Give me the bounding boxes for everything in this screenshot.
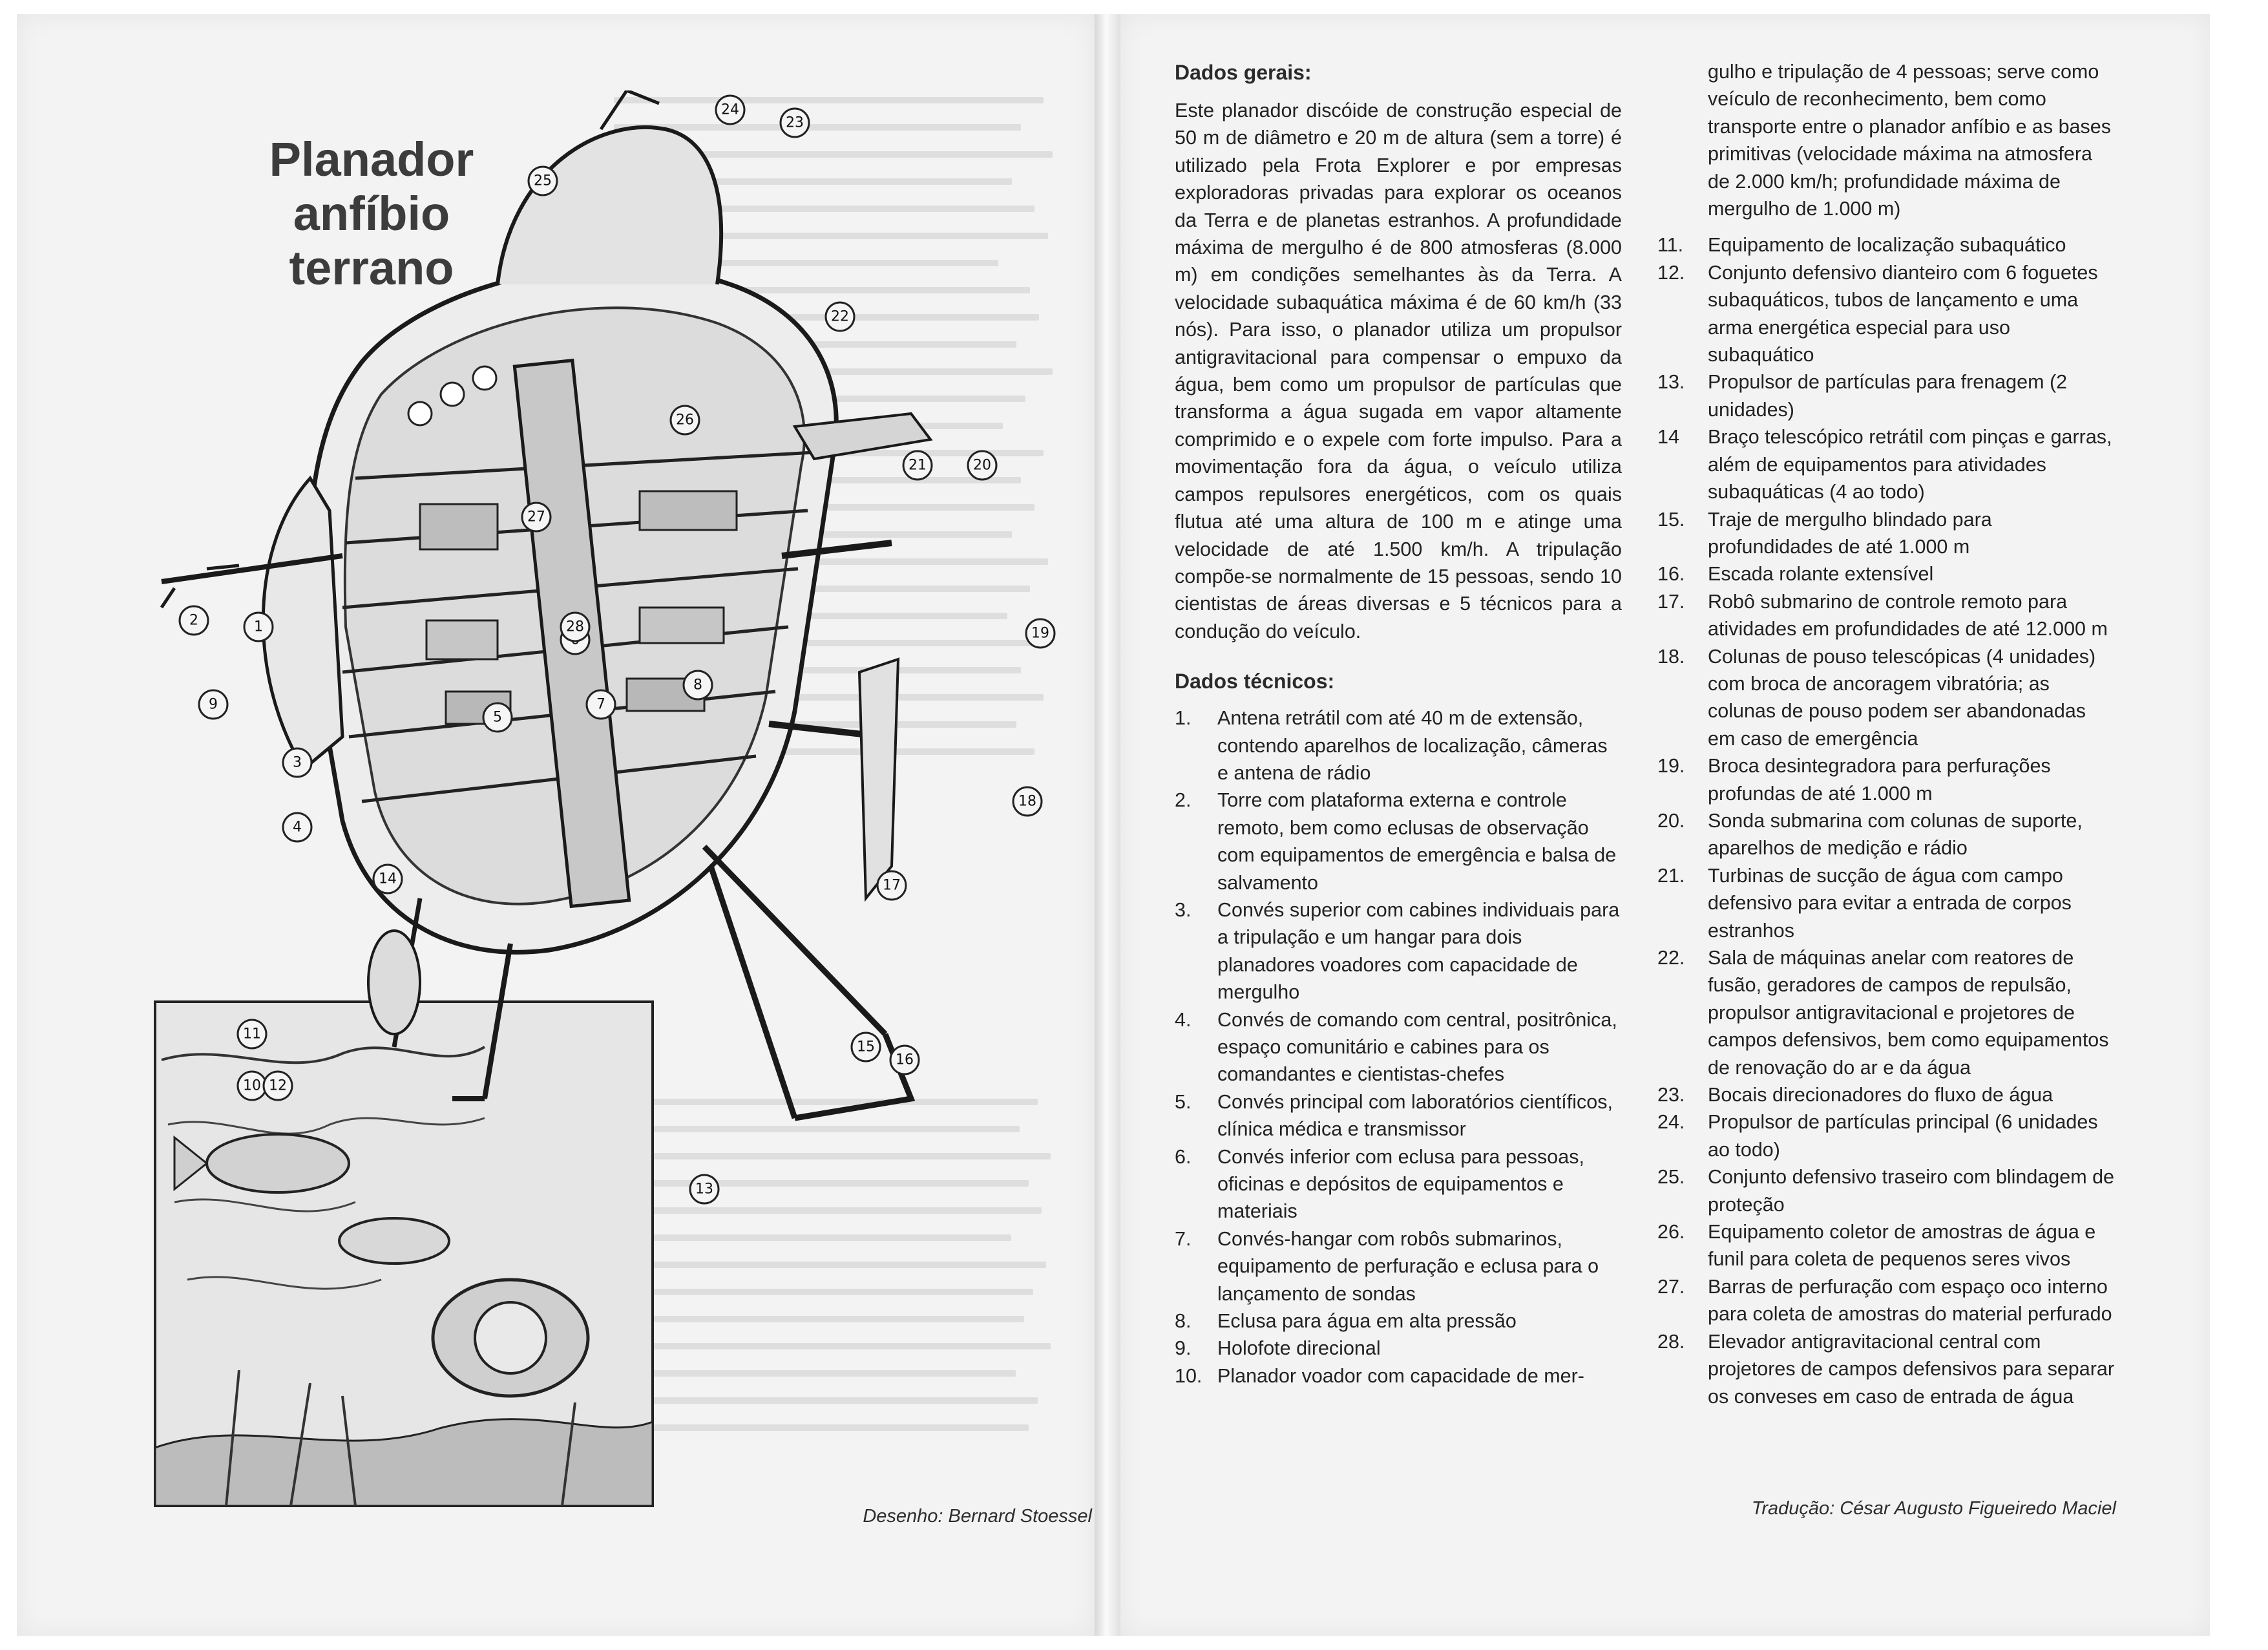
list-item: 19. Broca desintegradora para perfurações profundas de até 1.000 m [1657,755,2051,805]
callout-15 [852,1033,880,1061]
svg-text:22: 22 [831,308,849,325]
list-item: 14 Braço telescópico retrátil com pinças e garras, além de equipamentos para atividades subaquáticas (4 ao todo) [1657,426,2112,503]
list-item: 9. Holofote direcional [1175,1337,1381,1360]
technical-list-col1 [1175,704,1622,1390]
callout-22 [826,302,854,331]
svg-text:13: 13 [695,1181,713,1198]
svg-text:23: 23 [786,114,804,131]
list-item: 3. Convés superior com cabines individuais para a tripulação e um hangar para dois planadores voadores com capacidade de mergulho [1175,898,1620,1004]
svg-text:27: 27 [527,509,545,525]
list-item: 12. Conjunto defensivo dianteiro com 6 foguetes subaquáticos, tubos de lançamento e uma arma energética especial para uso subaquático [1657,261,2098,366]
svg-text:7: 7 [596,696,605,713]
svg-text:10: 10 [243,1077,261,1094]
callout-20 [968,451,996,480]
list-item: 26. Equipamento coletor de amostras de água e funil para coleta de pequenos seres vivos [1657,1221,2096,1271]
svg-text:8: 8 [693,677,702,693]
callout-10 [238,1072,266,1100]
list-item: 25. Conjunto defensivo traseiro com blindagem de proteção [1657,1166,2115,1216]
list-item: 16. Escada rolante extensível [1657,563,1934,586]
underwater-inset [155,1002,653,1506]
svg-text:25: 25 [534,173,552,189]
general-data-paragraph: Este planador discóide de construção especial de 50 m de diâmetro e 20 m de altura (sem a torre) é utilizado pela Frota Explorer e por empresas exploradoras privadas para explorar os oceanos da Terra e de planetas estranhos. A profundidade máxima de mergulho é de 800 atmosferas (8.000 m) em condições semelhantes às da Terra. A velocidade subaquática máxima é de 60 km/h (33 nós). Para isso, o planador utiliza um propulsor antigravitacional para compensar o empuxo da água, bem como um propulsor de partículas que transforma a água sugada em vapor altamente comprimido e o expele com forte impulso. Para a movimentação fora da água, o veículo utiliza campos repulsores energéticos, com os quais flutua até uma altura de 100 m e atinge uma velocidade de até 1.500 km/h. A tripulação compõe-se normalmente de 15 pessoas, sendo 10 cientistas de áreas diversas e 5 técnicos para a condução do veículo. [1175,100,1622,642]
callout-9 [199,690,227,719]
technical-data-heading: Dados técnicos: [1175,670,1335,693]
list-item: 2. Torre com plataforma externa e controle remoto, bem como eclusas de observação com equipamentos de emergência e balsa de salvamento [1175,789,1617,894]
list-item: 23. Bocais direcionadores do fluxo de água [1657,1084,2053,1106]
callout-16 [890,1046,919,1074]
svg-text:14: 14 [379,871,397,887]
svg-text:16: 16 [896,1052,914,1068]
list-item: 20. Sonda submarina com colunas de suporte, aparelhos de medição e rádio [1657,809,2083,860]
svg-text:11: 11 [243,1026,261,1042]
list-item: 27. Barras de perfuração com espaço oco interno para coleta de amostras do material perfurado [1657,1275,2112,1326]
callout-18 [1013,787,1042,816]
callout-2 [180,606,208,635]
callout-19 [1026,619,1055,648]
title-line-1: Planador [269,132,474,186]
list-item: 21. Turbinas de sucção de água com campo defensivo para evitar a entrada de corpos estranhos [1657,864,2072,942]
svg-text:20: 20 [973,457,991,474]
callout-7 [587,690,615,719]
list-item: 11. Equipamento de localização subaquático [1657,234,2066,257]
svg-text:9: 9 [209,696,218,713]
callout-28 [561,613,589,641]
callout-24 [716,96,744,124]
item-10-continuation: gulho e tripulação de 4 pessoas; serve como veículo de reconhecimento, bem como transporte entre o planador anfíbio e as bases primitivas (velocidade máxima na atmosfera de 2.000 km/h; profundidade máxima de mergulho de 1.000 m) [1708,61,2111,220]
callout-5 [483,703,512,732]
svg-text:18: 18 [1018,793,1036,810]
svg-text:15: 15 [857,1039,875,1055]
svg-text:1: 1 [254,619,263,635]
list-item: 24. Propulsor de partículas principal (6 unidades ao todo) [1657,1111,2098,1161]
general-data-heading: Dados gerais: [1175,61,1312,84]
book-gutter [1095,14,1120,1636]
text-column-1 [1175,58,1622,1390]
cutaway-illustration [149,90,1092,1512]
callout-21 [903,451,932,480]
svg-text:2: 2 [189,612,198,629]
svg-text:17: 17 [883,877,901,894]
callout-26 [671,406,699,434]
illustration-credit: Desenho: Bernard Stoessel [863,1506,1092,1527]
list-item: 5. Convés principal com laboratórios científicos, clínica médica e transmissor [1175,1090,1613,1141]
callout-14 [373,865,402,893]
list-item: 1. Antena retrátil com até 40 m de extensão, contendo aparelhos de localização, câmeras e antena de rádio [1175,707,1608,784]
callout-12 [264,1072,292,1100]
list-item: 7. Convés-hangar com robôs submarinos, equipamento de perfuração e eclusa para o lançamento de sondas [1175,1227,1599,1305]
list-item: 17. Robô submarino de controle remoto para atividades em profundidades de até 12.000 m [1657,590,2108,640]
svg-text:12: 12 [269,1077,287,1094]
callout-3 [283,748,311,777]
title-line-2: anfíbio [293,187,450,240]
callout-13 [690,1175,719,1203]
svg-text:19: 19 [1031,625,1049,642]
list-item: 6. Convés inferior com eclusa para pessoas, oficinas e depósitos de equipamentos e materiais [1175,1145,1584,1223]
svg-text:4: 4 [293,819,302,836]
amphibious-glider-drawing [149,90,1092,1512]
svg-text:26: 26 [676,412,694,428]
svg-text:21: 21 [908,457,927,474]
list-item: 22. Sala de máquinas anelar com reatores de fusão, geradores de campos de repulsão, propulsor antigravitacional e projetores de campos defensivos, bem como equipamentos de renovação do ar e da água [1657,947,2109,1079]
technical-list-col2 [1657,231,2116,1410]
list-item: 28. Elevador antigravitacional central com projetores de campos defensivos para separar os conveses em caso de entrada de água [1657,1330,2114,1408]
glider-hull [162,90,930,1118]
svg-text:3: 3 [293,754,302,771]
callout-8 [684,671,712,699]
callout-1 [244,613,273,641]
callout-4 [283,813,311,841]
list-item: 4. Convés de comando com central, positrônica, espaço comunitário e cabines para os comandantes e cientistas-chefes [1175,1008,1617,1086]
callout-25 [529,167,557,195]
list-item: 10. Planador voador com capacidade de mer- [1175,1364,1584,1387]
svg-text:24: 24 [721,101,739,118]
list-item: 13. Propulsor de partículas para frenagem (2 unidades) [1657,371,2068,421]
callout-17 [877,871,906,900]
callout-23 [781,109,809,137]
translation-credit: Tradução: César Augusto Figueiredo Maciel [1751,1498,2116,1519]
list-item: 8. Eclusa para água em alta pressão [1175,1310,1517,1333]
text-column-2 [1657,58,2116,1410]
svg-text:28: 28 [566,619,584,635]
title-line-3: terrano [289,241,454,295]
callout-11 [238,1020,266,1048]
callout-27 [522,503,551,531]
svg-text:5: 5 [493,709,502,726]
list-item: 18. Colunas de pouso telescópicas (4 unidades) com broca de ancoragem vibratória; as colunas de pouso podem ser abandonadas em caso de emergência [1657,645,2096,750]
list-item: 15. Traje de mergulho blindado para profundidades de até 1.000 m [1657,508,1992,558]
